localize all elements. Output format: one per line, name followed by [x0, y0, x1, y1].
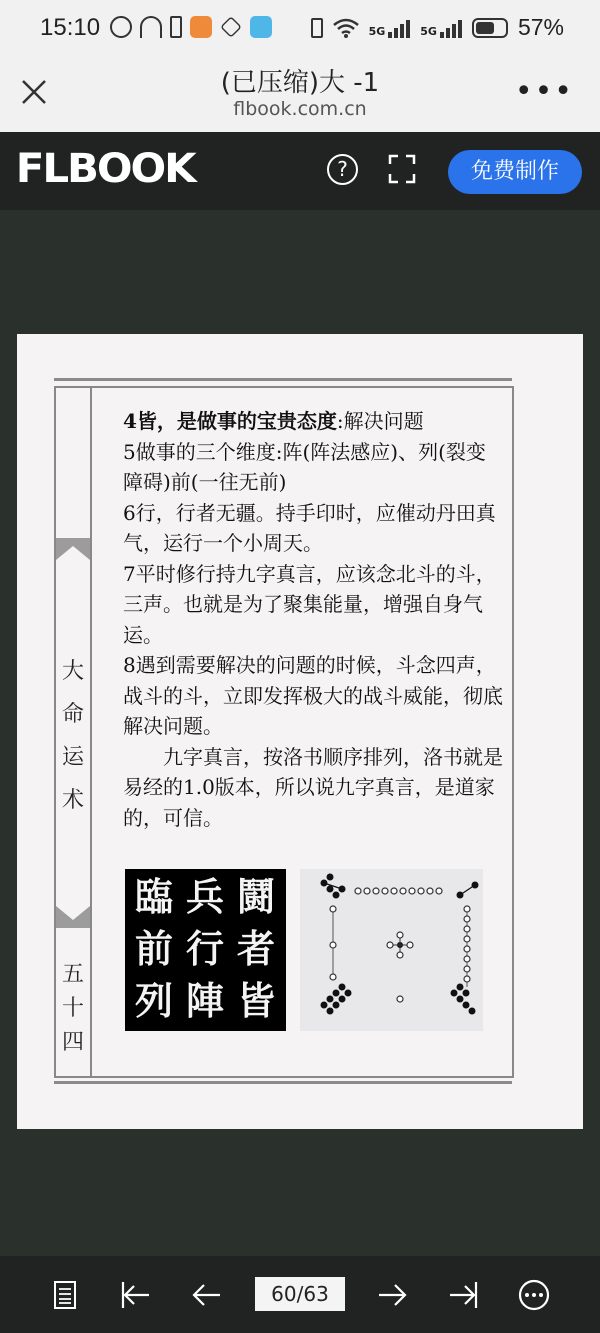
toc-icon[interactable] [48, 1278, 82, 1312]
status-bar [0, 0, 600, 56]
network-label-1: 5G [368, 24, 386, 38]
paragraph-text: :解决问题 [336, 409, 424, 433]
status-right [311, 14, 564, 41]
paragraph: 5做事的三个维度:阵(阵法感应)、列(裂变障碍)前(一往无前) [123, 439, 486, 494]
next-page-icon[interactable] [375, 1278, 409, 1312]
signal-bars-2-icon [440, 18, 462, 38]
calligraphy-char: 行 [185, 926, 224, 971]
book-title-vertical: 大 命 运 术 [61, 659, 84, 813]
paragraph: 8遇到需要解决的问题的时候，斗念四声，战斗的斗，立即发挥极大的战斗威能，彻底解决问题。 [123, 653, 503, 738]
wifi-icon [333, 18, 359, 38]
first-page-icon[interactable] [119, 1278, 153, 1312]
shield-app-icon [190, 16, 212, 38]
luoshu-diagram [300, 869, 483, 1031]
battery-small-icon [170, 16, 182, 38]
page-number-vertical: 五 十 四 [61, 962, 84, 1055]
sidebar-chevron-bottom [56, 906, 90, 926]
create-free-button[interactable]: 免费制作 [448, 150, 582, 194]
signal-bars-1-icon [388, 18, 410, 38]
calligraphy-char: 鬪 [236, 874, 275, 919]
paragraph [123, 406, 503, 437]
paragraph: 7平时修行持九字真言，应该念北斗的斗，三声。也就是为了聚集能量，增强自身气运。 [123, 561, 496, 647]
page-top-rule [54, 378, 512, 381]
more-icon[interactable] [517, 1278, 551, 1312]
book-viewer [0, 210, 600, 1256]
calligraphy-char: 皆 [236, 978, 275, 1023]
flbook-logo: FLBOOK [15, 146, 195, 192]
calligraphy-char: 前 [134, 926, 173, 971]
fullscreen-icon[interactable] [388, 154, 416, 184]
book-app-icon [250, 16, 272, 38]
help-icon[interactable]: ? [327, 154, 358, 185]
sidebar-chevron-top [56, 540, 90, 560]
signal-1 [369, 18, 411, 38]
page-title: (已压缩)大 -1 [220, 68, 380, 98]
calligraphy-char: 陣 [185, 978, 224, 1023]
paragraph: 6行，行者无疆。持手印时，应催动丹田真气，运行一个小周天。 [123, 500, 496, 555]
page-counter[interactable]: 60/63 [255, 1277, 345, 1311]
vibrate-icon [311, 18, 323, 38]
page-url: flbook.com.cn [233, 98, 367, 120]
sidebar-rule-2 [56, 926, 90, 928]
signal-2 [420, 18, 462, 38]
paragraph: 九字真言，按洛书顺序排列，洛书就是易经的1.0版本，所以说九字真言，是道家的，可信。 [123, 744, 503, 830]
browser-titlebar [0, 56, 600, 132]
battery-icon [472, 18, 508, 38]
alarm-icon [110, 16, 132, 38]
status-time: 15:10 [40, 14, 101, 41]
notification-icons [110, 16, 272, 38]
calligraphy-char: 臨 [134, 874, 173, 919]
calligraphy-char: 列 [134, 978, 173, 1023]
calligraphy-char: 者 [236, 926, 275, 971]
calligraphy-image [125, 869, 286, 1031]
page-text [123, 406, 503, 833]
page-sidebar [56, 388, 92, 1076]
battery-percent: 57% [517, 14, 564, 40]
prev-page-icon[interactable] [190, 1278, 224, 1312]
more-menu-icon[interactable]: ••• [514, 74, 574, 109]
reader-toolbar [0, 1256, 600, 1333]
network-label-2: 5G [420, 24, 437, 38]
book-page[interactable] [17, 334, 583, 1129]
app-header [0, 132, 600, 210]
paragraph-bold: 4皆，是做事的宝贵态度 [123, 409, 337, 433]
page-bottom-rule [54, 1081, 512, 1084]
calligraphy-char: 兵 [185, 874, 224, 919]
last-page-icon[interactable] [446, 1278, 480, 1312]
sidebar-rule-1 [56, 538, 90, 540]
link-app-icon [220, 16, 242, 38]
headphones-icon [140, 16, 162, 38]
page-frame [54, 386, 514, 1078]
